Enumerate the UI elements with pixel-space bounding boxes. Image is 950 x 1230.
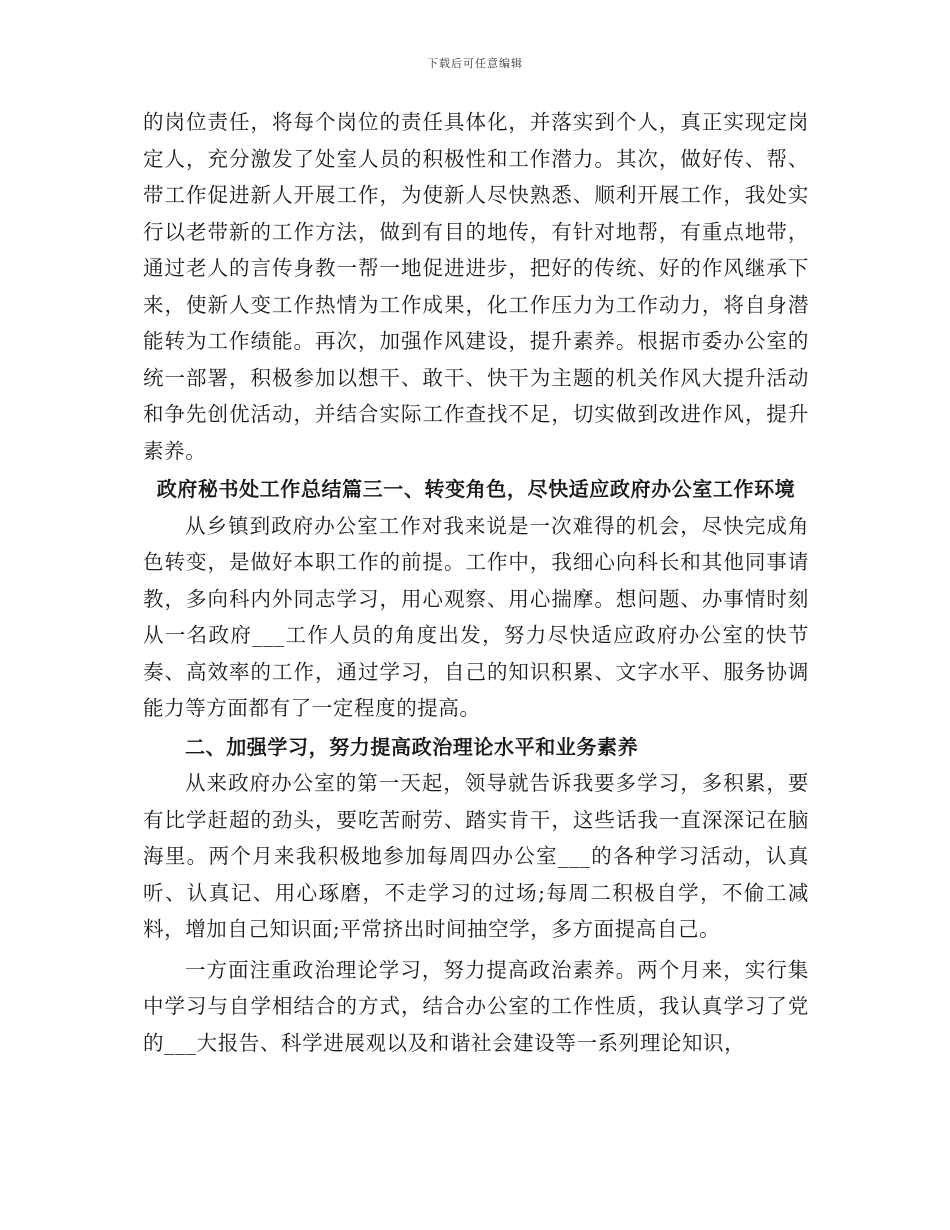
- paragraph-2: 从乡镇到政府办公室工作对我来说是一次难得的机会，尽快完成角色转变，是做好本职工作的前提。工作中，我细心向科长和其他同事请教，多向科内外同志学习，用心观察、用心揣摩。想问题、办事情时刻从一名政府___工作人员的角度出发，努力尽快适应政府办公室的快节奏、高效率的工作，通过学习，自己的知识积累、文字水平、服务协调能力等方面都有了一定程度的提高。: [143, 513, 809, 720]
- paragraph-3: 从来政府办公室的第一天起，领导就告诉我要多学习，多积累，要有比学赶超的劲头，要吃苦耐劳、踏实肯干，这些话我一直深深记在脑海里。两个月来我积极地参加每周四办公室___的各种学习活动，认真听、认真记、用心琢磨，不走学习的过场;每周二积极自学，不偷工减料，增加自己知识面;平常挤出时间抽空学，多方面提高自己。: [143, 771, 809, 941]
- paragraph-4: 一方面注重政治理论学习，努力提高政治素养。两个月来，实行集中学习与自学相结合的方式，结合办公室的工作性质，我认真学习了党的___大报告、科学进展观以及和谐社会建设等一系列理论知识，: [143, 957, 809, 1055]
- header-note: 下载后可任意编辑: [427, 57, 523, 70]
- document-body: [143, 104, 809, 1061]
- section-heading-1: 政府秘书处工作总结篇三一、转变角色，尽快适应政府办公室工作环境: [156, 477, 796, 501]
- section-heading-2: 二、加强学习，努力提高政治理论水平和业务素养: [185, 734, 639, 759]
- paragraph-1: 的岗位责任，将每个岗位的责任具体化，并落实到个人，真正实现定岗定人，充分激发了处室人员的积极性和工作潜力。其次，做好传、帮、带工作促进新人开展工作，为使新人尽快熟悉、顺利开展工作，我处实行以老带新的工作方法，做到有目的地传，有针对地帮，有重点地带，通过老人的言传身教一帮一地促进进步，把好的传统、好的作风继承下来，使新人变工作热情为工作成果，化工作压力为工作动力，将自身潜能转为工作绩能。再次，加强作风建设，提升素养。根据市委办公室的统一部署，积极参加以想干、敢干、快干为主题的机关作风大提升活动和争先创优活动，并结合实际工作查找不足，切实做到改进作风，提升素养。: [143, 110, 809, 463]
